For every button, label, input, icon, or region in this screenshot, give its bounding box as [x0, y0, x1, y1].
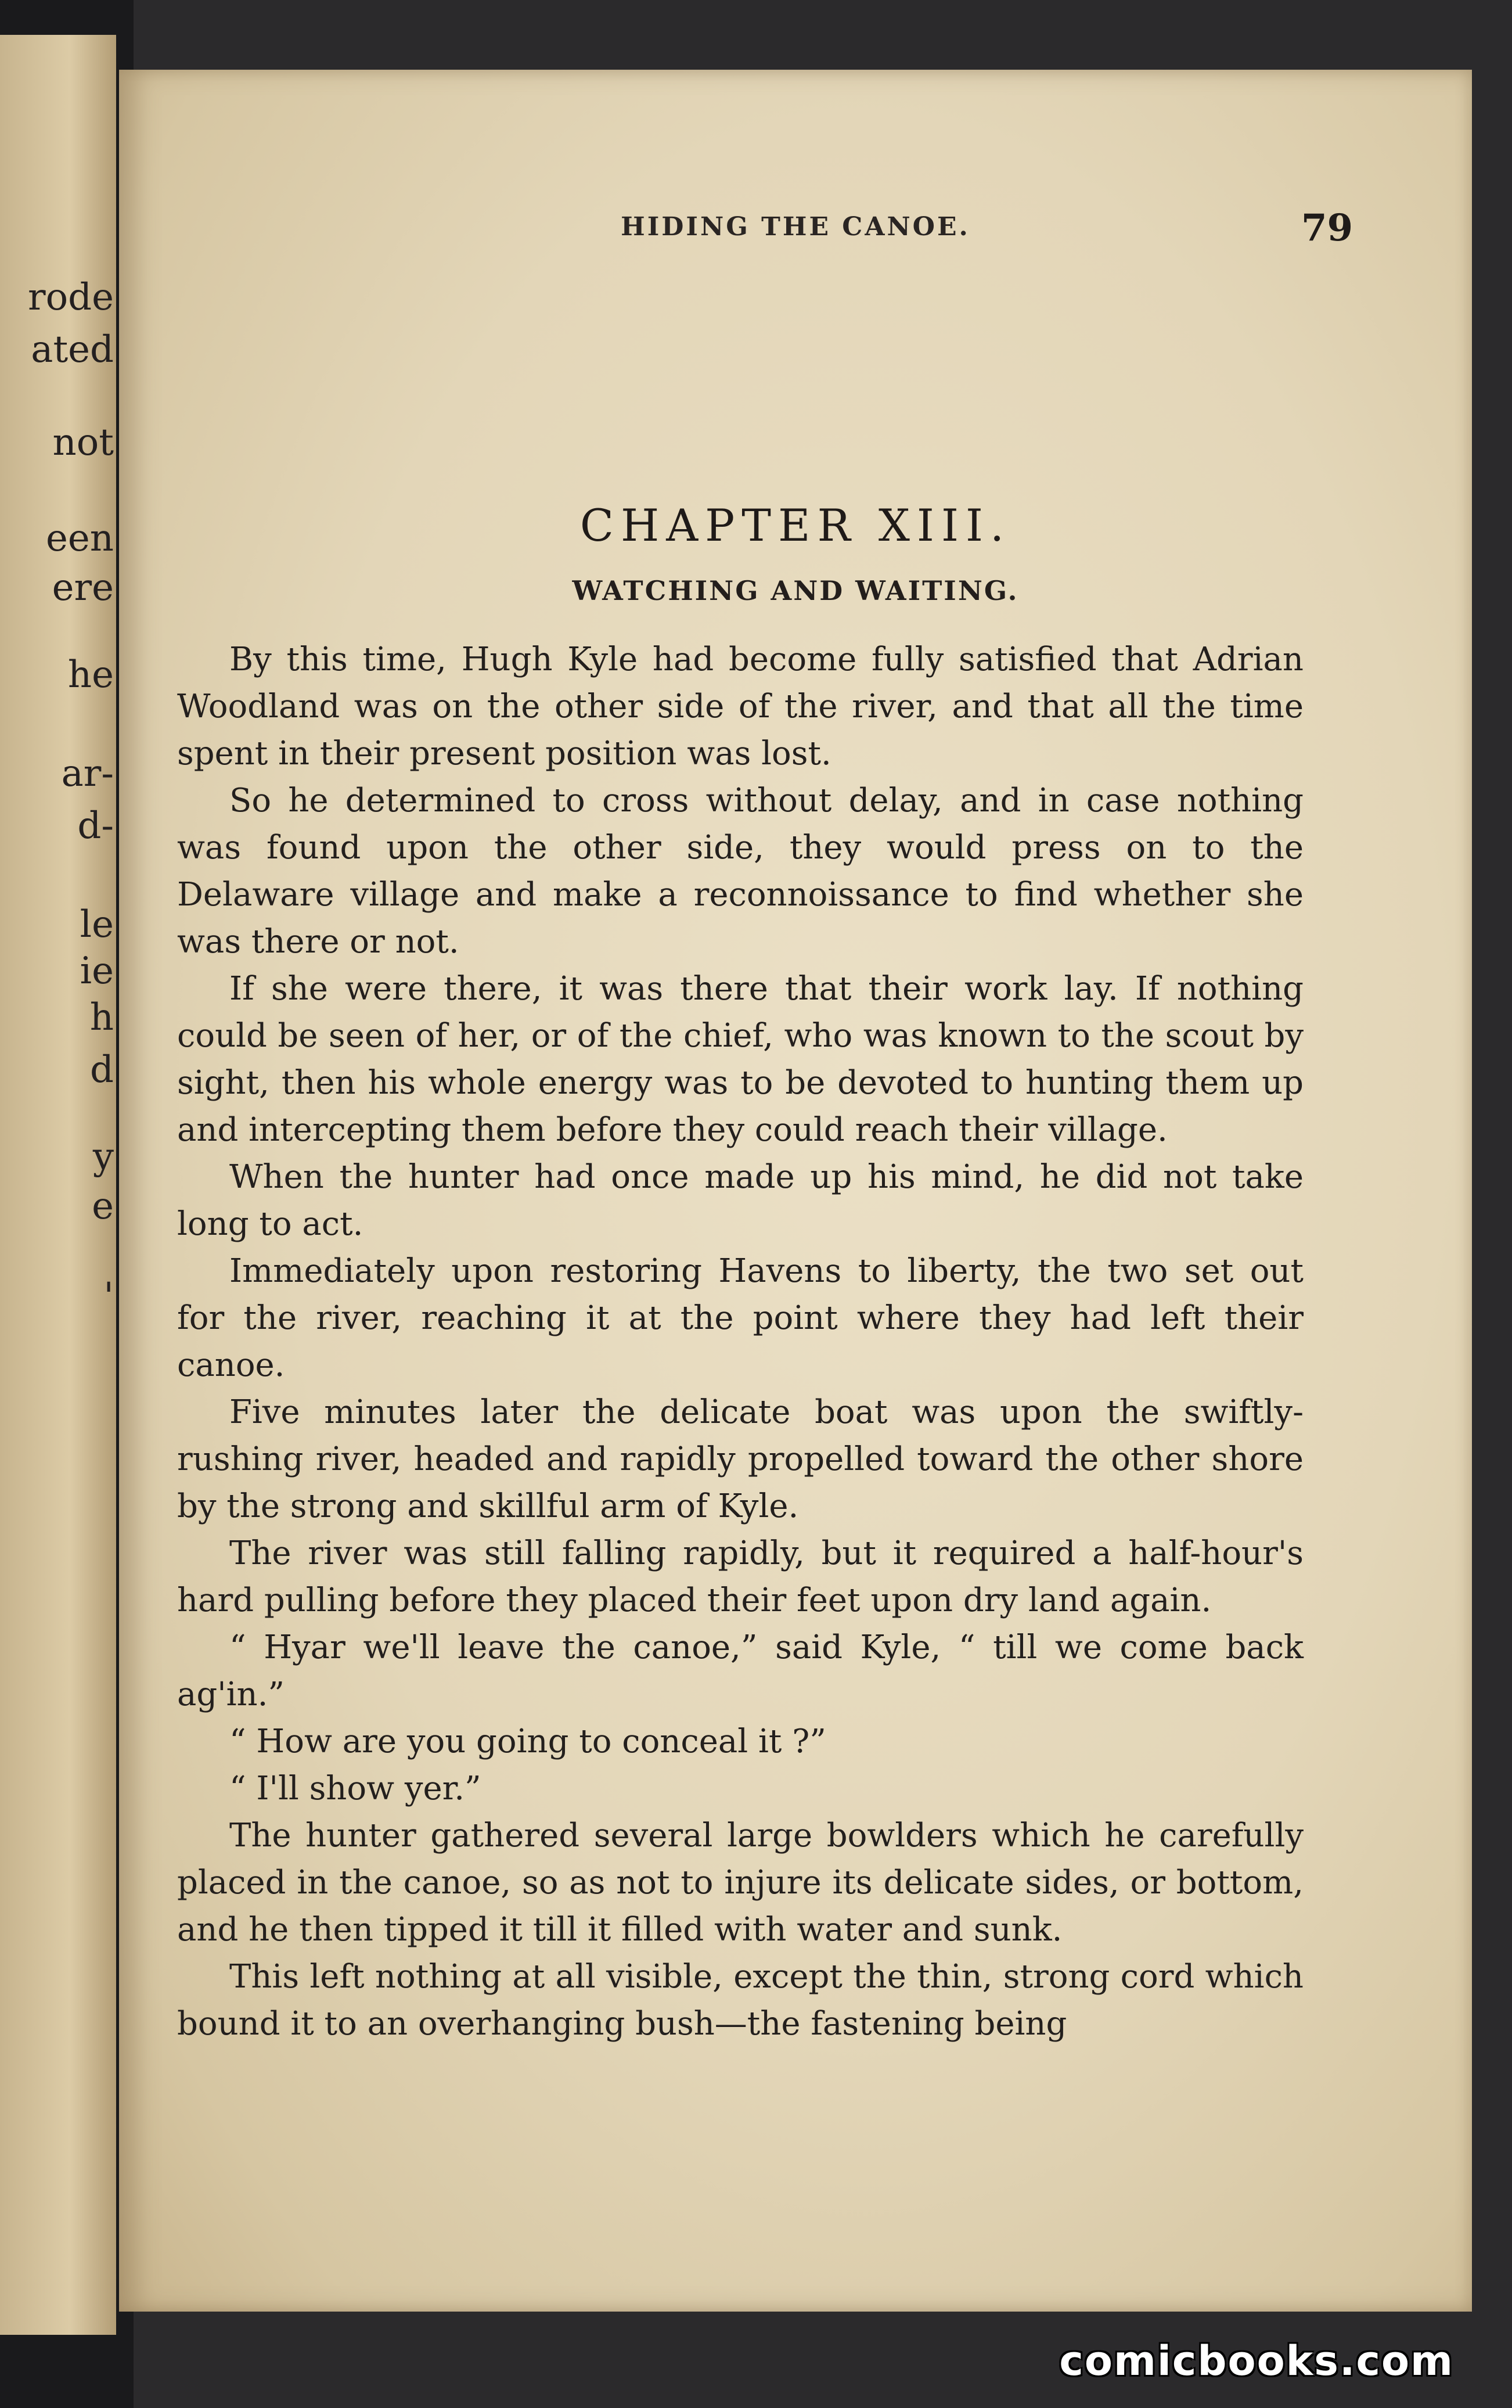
chapter-title: CHAPTER XIII.: [579, 499, 1011, 551]
left-page-fragment: y: [92, 1135, 114, 1178]
left-page-fragment: ated: [31, 328, 114, 371]
left-page-fragment: d: [90, 1048, 114, 1091]
left-page-fragment: le: [80, 903, 114, 946]
paragraph: Five minutes later the delicate boat was upon the swiftly-rushing river, headed and rapidly propelled toward the other shore by the strong and skillful arm of Kyle.: [177, 1393, 1304, 1525]
paragraph: This left nothing at all visible, except the thin, strong cord which bound it to an overhanging bush—the fastening being: [177, 1958, 1304, 2043]
paragraph: By this time, Hugh Kyle had become fully satisfied that Adrian Woodland was on the other side of the river, and that all the time spent in their present position was lost.: [177, 641, 1304, 772]
left-page-fragment: h: [89, 996, 114, 1039]
paragraph: The hunter gathered several large bowlders which he carefully placed in the canoe, so as not to injure its delicate sides, or bottom, and he then tipped it till it filled with water and sunk.: [177, 1817, 1304, 1949]
chapter-body: [177, 636, 1304, 2047]
left-page-fragment: ': [103, 1275, 114, 1318]
paragraph: “ Hyar we'll leave the canoe,” said Kyle, “ till we come back ag'in.”: [177, 1629, 1304, 1713]
chapter-subtitle: WATCHING AND WAITING.: [572, 575, 1019, 606]
paragraph: If she were there, it was there that their work lay. If nothing could be seen of her, or of the chief, who was known to the scout by sight, then his whole energy was to be devoted to hunting them up and intercepting them before they could reach their village.: [177, 970, 1304, 1149]
paragraph: “ How are you going to conceal it ?”: [229, 1723, 826, 1760]
left-page-edge: [0, 35, 116, 2335]
page-number: 79: [1301, 206, 1353, 250]
left-page-fragment: een: [46, 517, 114, 560]
paragraph: When the hunter had once made up his mind, he did not take long to act.: [177, 1158, 1304, 1243]
left-page-fragment: ie: [80, 950, 114, 993]
left-page-fragment: ar-: [61, 752, 114, 795]
paragraph: The river was still falling rapidly, but it required a half-hour's hard pulling before they placed their feet upon dry land again.: [177, 1534, 1304, 1619]
watermark: comicbooks.com: [1059, 2337, 1454, 2385]
left-page-fragment: he: [67, 653, 114, 696]
left-page-fragment: rode: [28, 276, 114, 319]
page-header: [119, 206, 1472, 258]
left-page-fragment: e: [92, 1185, 114, 1228]
left-page-fragment: not: [52, 421, 114, 464]
running-title: HIDING THE CANOE.: [621, 212, 970, 242]
book-page: [119, 70, 1472, 2312]
paragraph: So he determined to cross without delay, and in case nothing was found upon the other side, they would press on to the Delaware village and make a reconnoissance to find whether she was there or not.: [177, 782, 1304, 961]
paragraph: “ I'll show yer.”: [229, 1770, 481, 1807]
left-page-fragment: ere: [52, 566, 114, 609]
left-page-fragment: d-: [77, 804, 114, 847]
paragraph: Immediately upon restoring Havens to liberty, the two set out for the river, reaching it at the point where they had left their canoe.: [177, 1252, 1304, 1384]
